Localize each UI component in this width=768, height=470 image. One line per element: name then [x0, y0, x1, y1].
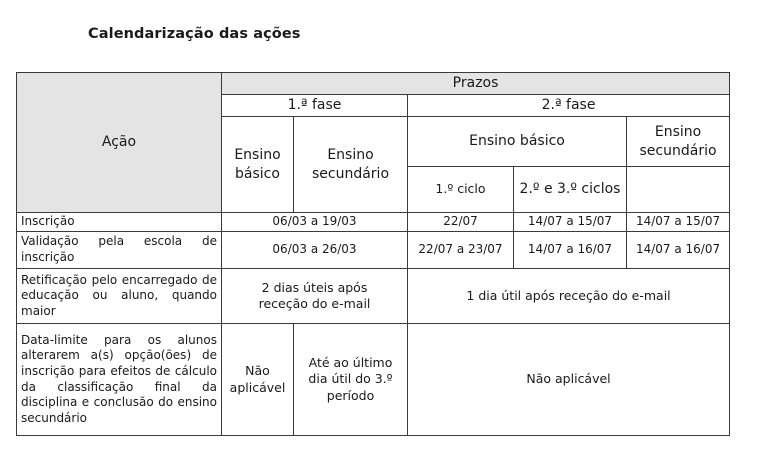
table-row	[17, 269, 730, 324]
row-fase2: 1 dia útil após receção do e-mail	[408, 269, 730, 324]
row-secundario: 14/07 a 16/07	[627, 232, 730, 269]
header-f1-ensino-secundario: Ensino secundário	[294, 117, 408, 213]
header-empty-cell	[627, 167, 730, 213]
row-acao: Inscrição	[17, 213, 222, 232]
row-fase1: 06/03 a 19/03	[222, 213, 408, 232]
header-prazos: Prazos	[222, 73, 730, 95]
row-1-ciclo: 22/07 a 23/07	[408, 232, 514, 269]
page-title: Calendarização das ações	[88, 26, 301, 42]
header-1-ciclo: 1.º ciclo	[408, 167, 514, 213]
row-2-3-ciclos: 14/07 a 15/07	[514, 213, 627, 232]
header-fase-2: 2.ª fase	[408, 95, 730, 117]
header-fase-1: 1.ª fase	[222, 95, 408, 117]
schedule-table	[16, 72, 730, 436]
header-f1-ensino-basico: Ensino básico	[222, 117, 294, 213]
header-f2-ensino-basico: Ensino básico	[408, 117, 627, 167]
row-fase2: Não aplicável	[408, 324, 730, 436]
row-secundario: 14/07 a 15/07	[627, 213, 730, 232]
table-row	[17, 232, 730, 269]
row-acao: Data-limite para os alunos alterarem a(s) opção(ões) de inscrição para efeitos de cálculo da classificação final da disciplina e conclusão do ensino secundário	[17, 324, 222, 436]
row-acao: Validação pela escola de inscrição	[17, 232, 222, 269]
header-2-3-ciclos: 2.º e 3.º ciclos	[514, 167, 627, 213]
row-f1-secundario: Até ao último dia útil do 3.º período	[294, 324, 408, 436]
row-f1-basico: Não aplicável	[222, 324, 294, 436]
table-row	[17, 213, 730, 232]
table-row	[17, 324, 730, 436]
row-acao: Retificação pelo encarregado de educação ou aluno, quando maior	[17, 269, 222, 324]
row-2-3-ciclos: 14/07 a 16/07	[514, 232, 627, 269]
header-f2-ensino-secundario: Ensino secundário	[627, 117, 730, 167]
header-acao: Ação	[17, 73, 222, 213]
row-fase1: 06/03 a 26/03	[222, 232, 408, 269]
row-fase1: 2 dias úteis após receção do e-mail	[222, 269, 408, 324]
row-1-ciclo: 22/07	[408, 213, 514, 232]
